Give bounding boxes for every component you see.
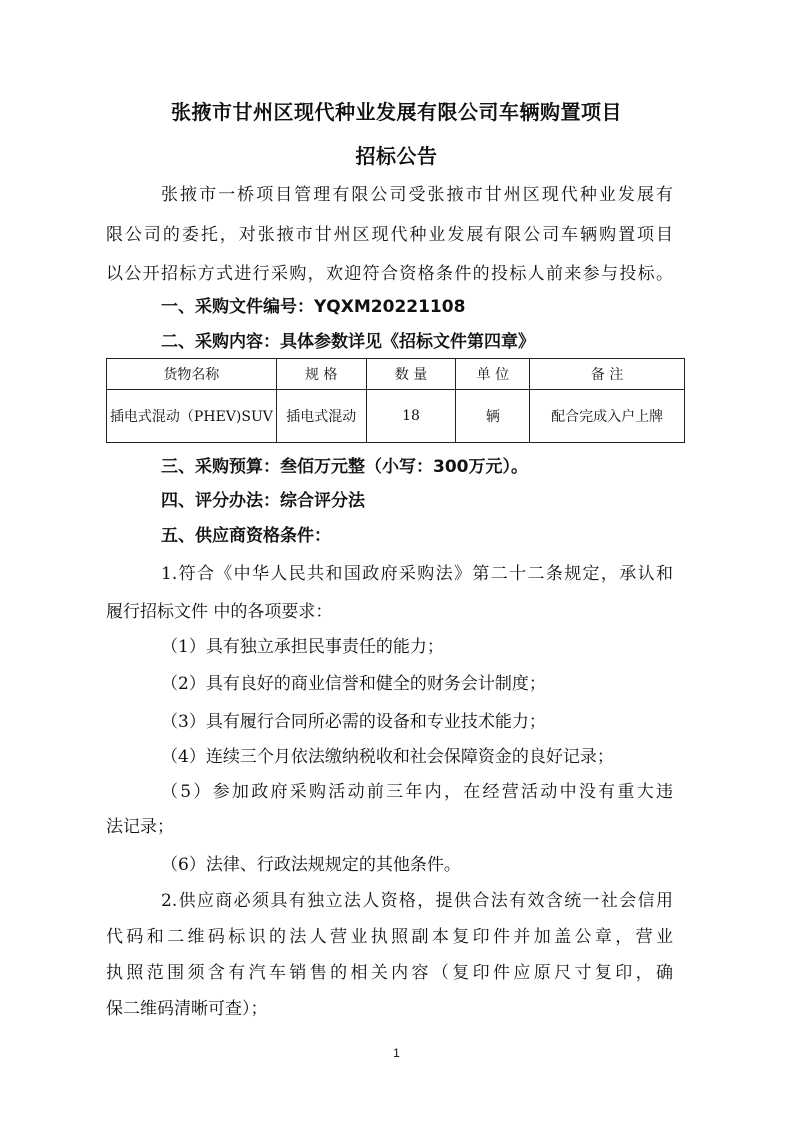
- table-row: [107, 390, 685, 443]
- table-header-cell: 单 位: [456, 359, 530, 390]
- document-subtitle: 招标公告: [355, 144, 438, 168]
- section-heading-content: 二、采购内容：具体参数详见《招标文件第四章》: [161, 332, 535, 352]
- qualification-subitem: 法记录；: [106, 817, 174, 837]
- table-header-row: [107, 359, 685, 390]
- section-heading-qualifications: 五、供应商资格条件：: [161, 526, 331, 546]
- procurement-table: [106, 358, 685, 443]
- qualification-item: 履行招标文件 中的各项要求：: [106, 602, 333, 622]
- section-heading-budget: 三、采购预算：叁佰万元整（小写：300万元）。: [161, 457, 528, 477]
- table-cell: 插电式混动（PHEV)SUV: [107, 390, 277, 443]
- table-header-cell: 备 注: [530, 359, 685, 390]
- qualification-item: 保二维码清晰可查）；: [106, 999, 268, 1019]
- qualification-subitem: （2）具有良好的商业信誉和健全的财务会计制度；: [161, 674, 546, 694]
- table-header-cell: 数 量: [366, 359, 456, 390]
- intro-line: 张掖市一桥项目管理有限公司受张掖市甘州区现代种业发展有: [161, 185, 673, 205]
- table-cell: 辆: [456, 390, 530, 443]
- table-header-cell: 货物名称: [107, 359, 277, 390]
- document-title: 张掖市甘州区现代种业发展有限公司车辆购置项目: [171, 100, 622, 124]
- qualification-item: 执照范围须含有汽车销售的相关内容（复印件应原尺寸复印，确: [106, 963, 673, 983]
- page-number: 1: [393, 1046, 400, 1060]
- table-cell: 18: [366, 390, 456, 443]
- qualification-subitem: （1）具有独立承担民事责任的能力；: [161, 637, 444, 657]
- section-heading-file-number: 一、采购文件编号：YQXM20221108: [161, 297, 466, 317]
- qualification-subitem: （6）法律、行政法规规定的其他条件。: [161, 855, 461, 875]
- section-heading-scoring: 四、评分办法：综合评分法: [161, 491, 365, 511]
- qualification-subitem: （3）具有履行合同所必需的设备和专业技术能力；: [161, 712, 546, 732]
- intro-line: 限公司的委托，对张掖市甘州区现代种业发展有限公司车辆购置项目: [106, 225, 673, 245]
- table-cell: 插电式混动: [276, 390, 366, 443]
- qualification-subitem: （4）连续三个月依法缴纳税收和社会保障资金的良好记录；: [161, 747, 614, 767]
- qualification-item: 1.符合《中华人民共和国政府采购法》第二十二条规定，承认和: [161, 564, 673, 584]
- qualification-item: 代码和二维码标识的法人营业执照副本复印件并加盖公章，营业: [106, 927, 673, 947]
- qualification-item: 2.供应商必须具有独立法人资格，提供合法有效含统一社会信用: [161, 891, 673, 911]
- qualification-subitem: （5）参加政府采购活动前三年内，在经营活动中没有重大违: [161, 782, 673, 802]
- table-cell: 配合完成入户上牌: [530, 390, 685, 443]
- table-header-cell: 规 格: [276, 359, 366, 390]
- intro-line: 以公开招标方式进行采购，欢迎符合资格条件的投标人前来参与投标。: [106, 264, 673, 284]
